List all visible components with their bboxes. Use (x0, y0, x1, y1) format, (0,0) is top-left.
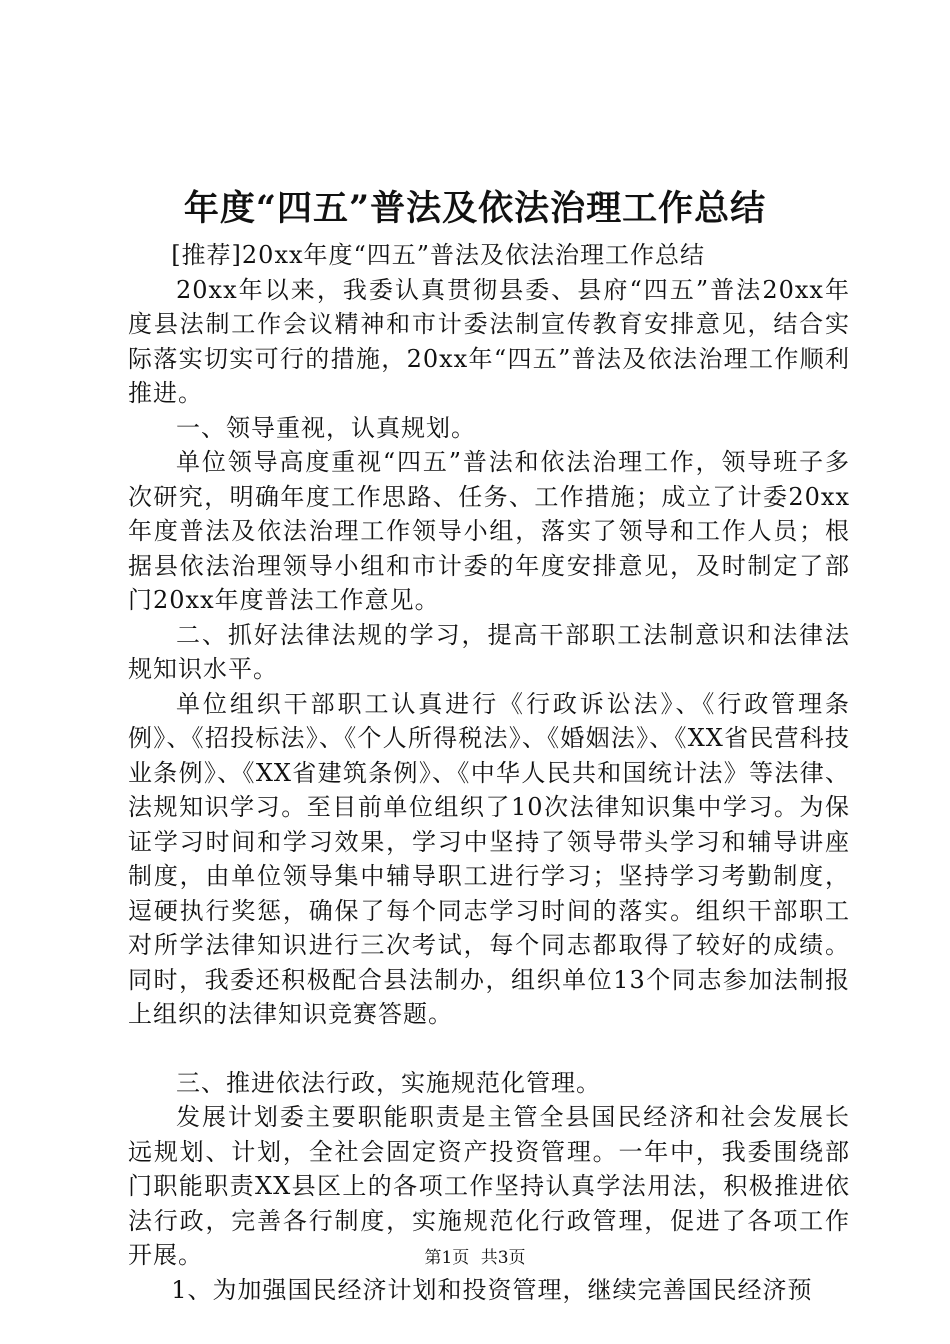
document-title: 年度“四五”普法及依法治理工作总结 (183, 188, 767, 229)
section-heading-1: 一、领导重视，认真规划。 (176, 413, 476, 442)
page-footer (0, 1246, 950, 1270)
section-heading-2: 二、抓好法律法规的学习，提高干部职工法制意识和法律法规知识水平。 (128, 620, 850, 683)
paragraph-item-1: 1、为加强国民经济计划和投资管理，继续完善国民经济预 (171, 1275, 813, 1304)
page-number: 第1页 (424, 1248, 470, 1268)
paragraph-recommend: [推荐]20xx年度“四五”普法及依法治理工作总结 (171, 241, 706, 269)
page-total: 共3页 (480, 1248, 526, 1268)
paragraph-section-1: 单位领导高度重视“四五”普法和依法治理工作，领导班子多次研究，明确年度工作思路、任务、工作措施；成立了计委20xx年度普法及依法治理工作领导小组，落实了领导和工作人员；根据县依法治理领导小组和市计委的年度安排意见，及时制定了部门20xx年度普法工作意见。 (128, 448, 850, 614)
section-heading-3: 三、推进依法行政，实施规范化管理。 (176, 1068, 601, 1097)
paragraph-section-3: 发展计划委主要职能职责是主管全县国民经济和社会发展长远规划、计划，全社会固定资产投资管理。一年中，我委围绕部门职能职责XX县区上的各项工作坚持认真学法用法，积极推进依法行政，完善各行制度，实施规范化行政管理，促进了各项工作开展。 (128, 1103, 850, 1269)
paragraph-intro: 20xx年以来，我委认真贯彻县委、县府“四五”普法20xx年度县法制工作会议精神和市计委法制宣传教育安排意见，结合实际落实切实可行的措施，20xx年“四五”普法及依法治理工作顺利推进。 (128, 275, 850, 407)
paragraph-section-2: 单位组织干部职工认真进行《行政诉讼法》、《行政管理条例》、《招投标法》、《个人所得税法》、《婚姻法》、《XX省民营科技业条例》、《XX省建筑条例》、《中华人民共和国统计法》等法律、法规知识学习。至目前单位组织了10次法律知识集中学习。为保证学习时间和学习效果，学习中坚持了领导带头学习和辅导讲座制度，由单位领导集中辅导职工进行学习；坚持学习考勤制度，逗硬执行奖惩，确保了每个同志学习时间的落实。组织干部职工对所学法律知识进行三次考试，每个同志都取得了较好的成绩。同时，我委还积极配合县法制办，组织单位13个同志参加法制报上组织的法律知识竞赛答题。 (128, 689, 850, 1028)
document-body (128, 238, 850, 1307)
